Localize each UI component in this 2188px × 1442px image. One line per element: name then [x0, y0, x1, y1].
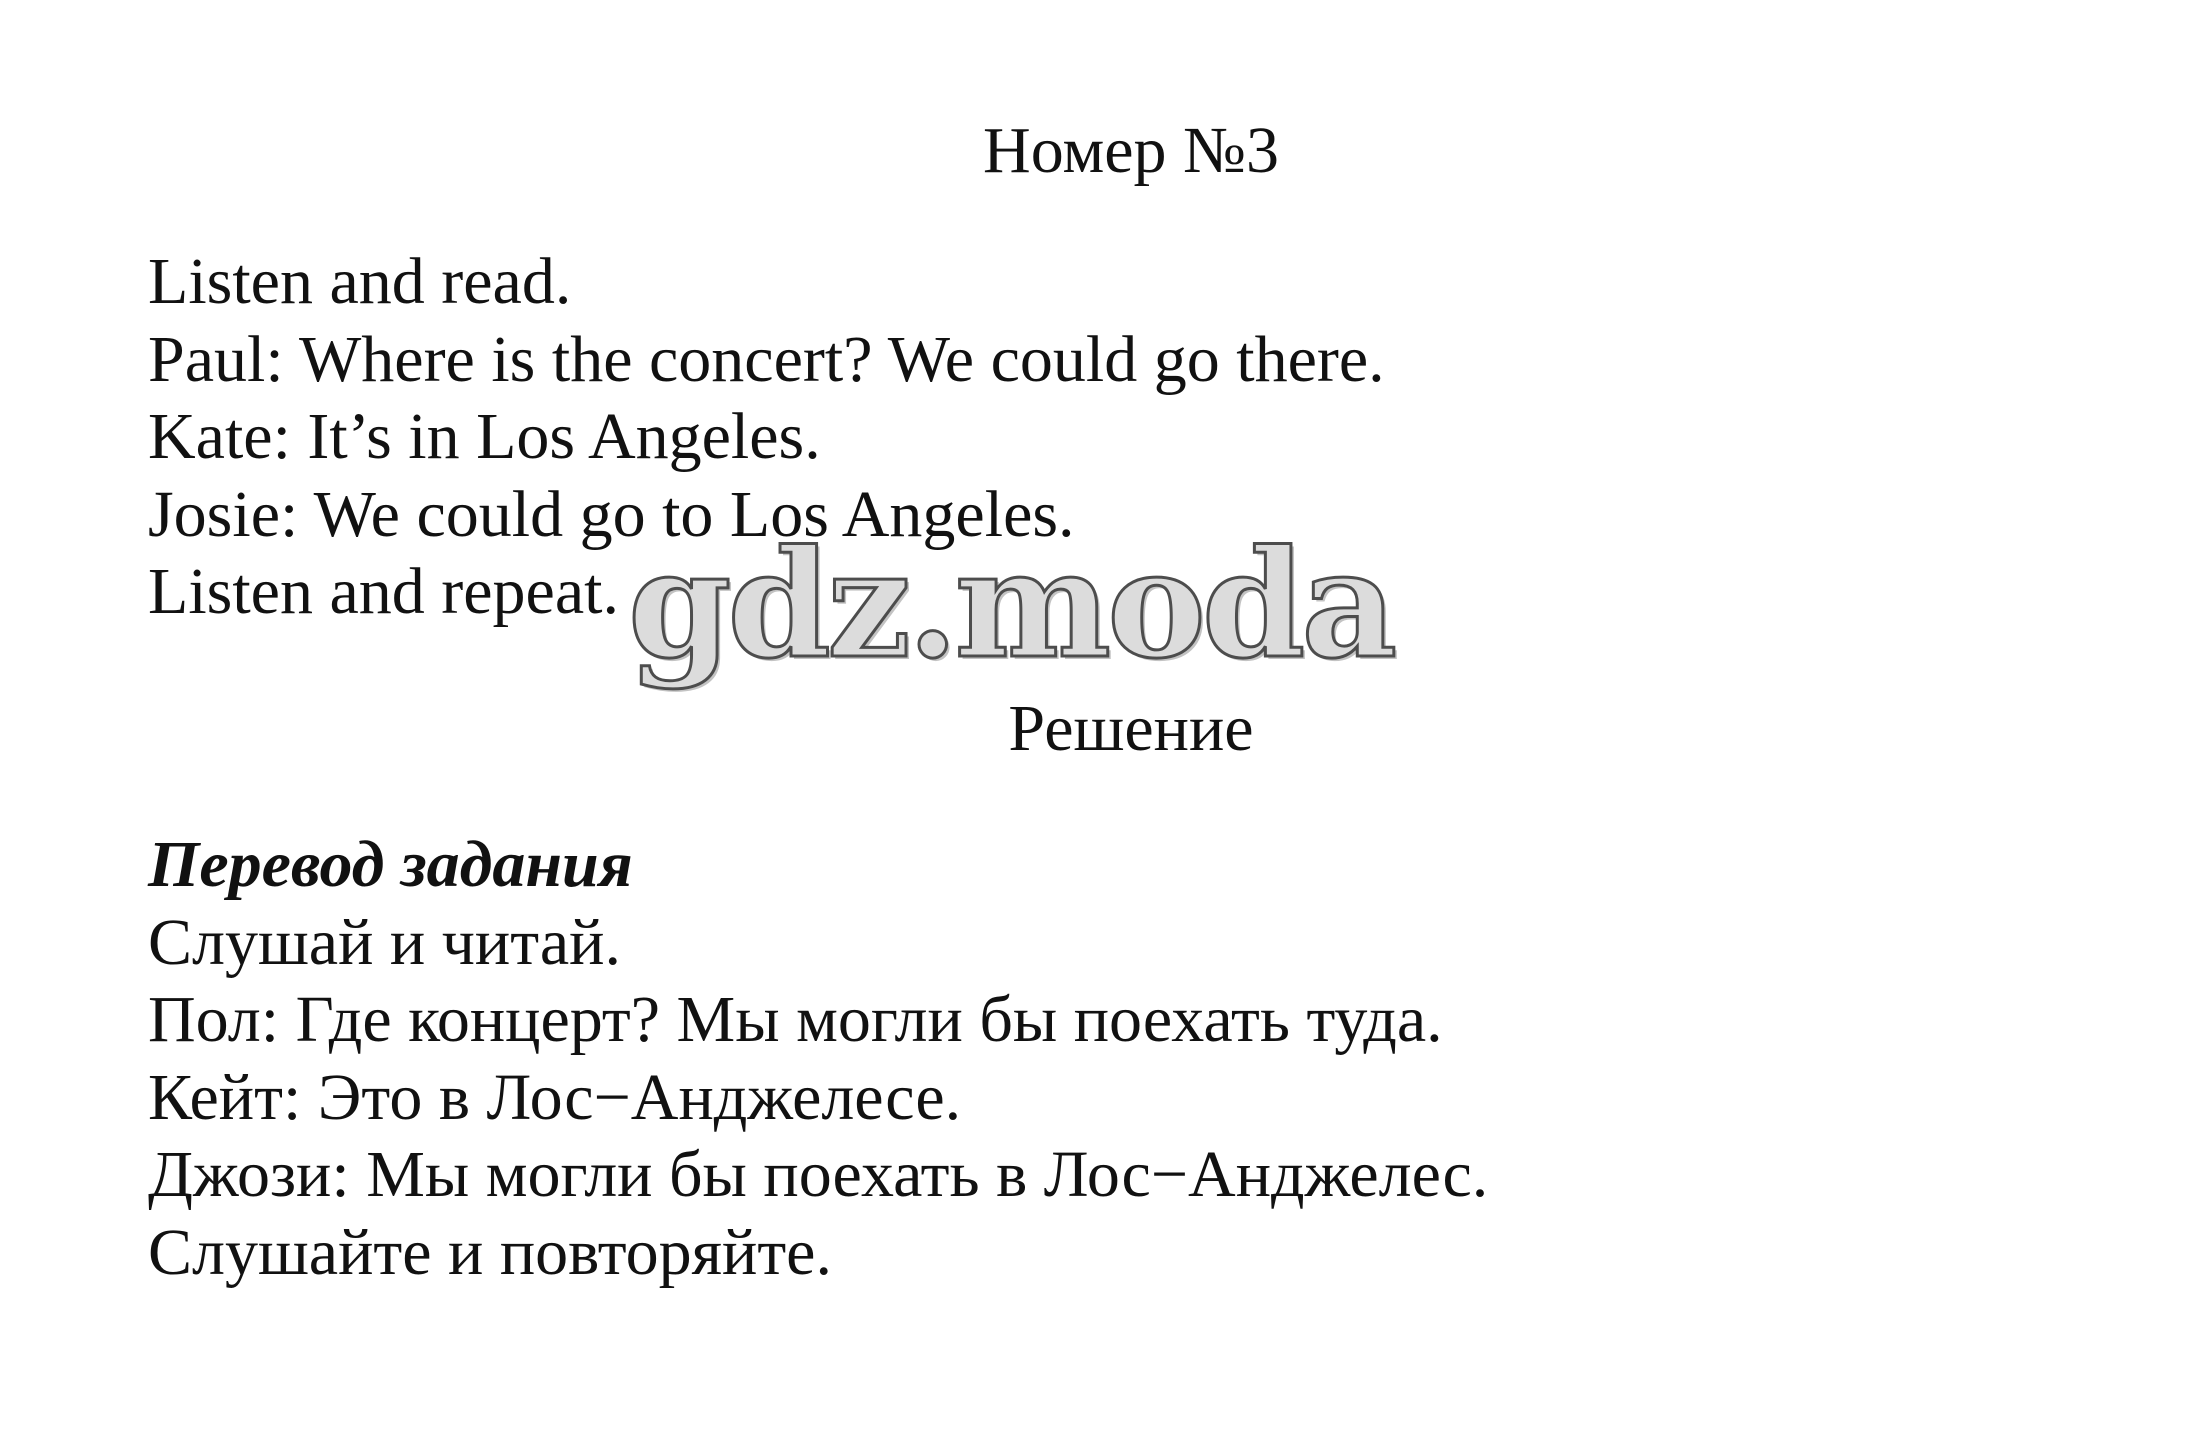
translation-line: Джози: Мы могли бы поехать в Лос−Анджелес. [148, 1138, 1489, 1211]
translation-heading: Перевод задания [148, 828, 633, 901]
task-line: Listen and read. [148, 245, 572, 318]
translation-line: Пол: Где концерт? Мы могли бы поехать туда. [148, 983, 1443, 1056]
task-line: Paul: Where is the concert? We could go there. [148, 322, 1385, 396]
task-line: Kate: It’s in Los Angeles. [148, 400, 821, 473]
watermark-logo: gdz.moda [628, 517, 1394, 691]
translation-text [148, 826, 1488, 1291]
task-line: Listen and repeat. [148, 555, 619, 628]
solution-title: Решение [1008, 692, 1254, 765]
translation-line: Кейт: Это в Лос−Анджелесе. [148, 1060, 962, 1134]
task-line: Josie: We could go to Los Angeles. [148, 477, 1075, 551]
translation-line: Слушайте и повторяйте. [148, 1215, 832, 1289]
task-title: Номер №3 [983, 114, 1279, 187]
translation-line: Слушай и читай. [148, 905, 621, 979]
